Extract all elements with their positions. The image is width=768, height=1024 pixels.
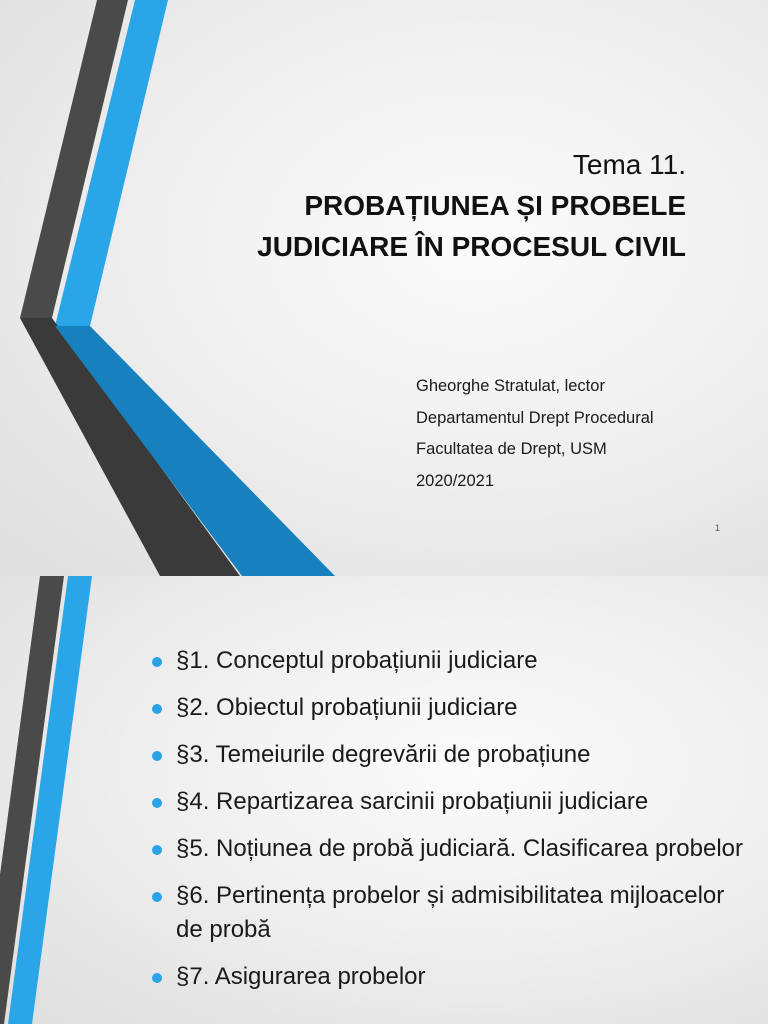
- list-item-text: §4. Repartizarea sarcinii probațiunii judiciare: [176, 788, 649, 815]
- faculty-name: Facultatea de Drept, USM: [416, 440, 607, 458]
- author-info: [416, 371, 654, 497]
- list-item: [150, 691, 748, 725]
- list-item-text: §5. Noțiunea de probă judiciară. Clasificarea probelor: [176, 835, 743, 862]
- bullet-icon: [152, 845, 162, 855]
- list-item-text: §7. Asigurarea probelor: [176, 963, 426, 990]
- list-item: [150, 879, 748, 947]
- list-item: [150, 832, 748, 866]
- author-name: Gheorghe Stratulat, lector: [416, 377, 605, 395]
- bullet-icon: [152, 704, 162, 714]
- list-item: [150, 644, 748, 678]
- title-topic-number: Tema 11.: [572, 149, 686, 180]
- title-line-1: PROBAȚIUNEA ȘI PROBELE: [304, 190, 686, 221]
- page-number: 1: [715, 523, 721, 533]
- bullet-icon: [152, 892, 162, 902]
- list-item-text: §3. Temeiurile degrevării de probațiune: [176, 741, 591, 768]
- list-item: [150, 785, 748, 819]
- bullet-icon: [152, 751, 162, 761]
- list-item: [150, 738, 748, 772]
- list-item: [150, 960, 748, 994]
- contents-slide: [0, 576, 768, 1024]
- academic-year: 2020/2021: [416, 471, 494, 490]
- list-item-text: §6. Pertinența probelor și admisibilitatea mijloacelor de probă: [176, 882, 725, 943]
- list-item-text: §1. Conceptul probațiunii judiciare: [176, 647, 538, 674]
- contents-list: [150, 644, 748, 1007]
- bullet-icon: [152, 973, 162, 983]
- title-line-2: JUDICIARE ÎN PROCESUL CIVIL: [257, 231, 686, 262]
- bullet-icon: [152, 798, 162, 808]
- list-item-text: §2. Obiectul probațiunii judiciare: [176, 694, 518, 721]
- department-name: Departamentul Drept Procedural: [416, 408, 654, 427]
- bullet-icon: [152, 657, 162, 667]
- slide-title: [257, 144, 686, 267]
